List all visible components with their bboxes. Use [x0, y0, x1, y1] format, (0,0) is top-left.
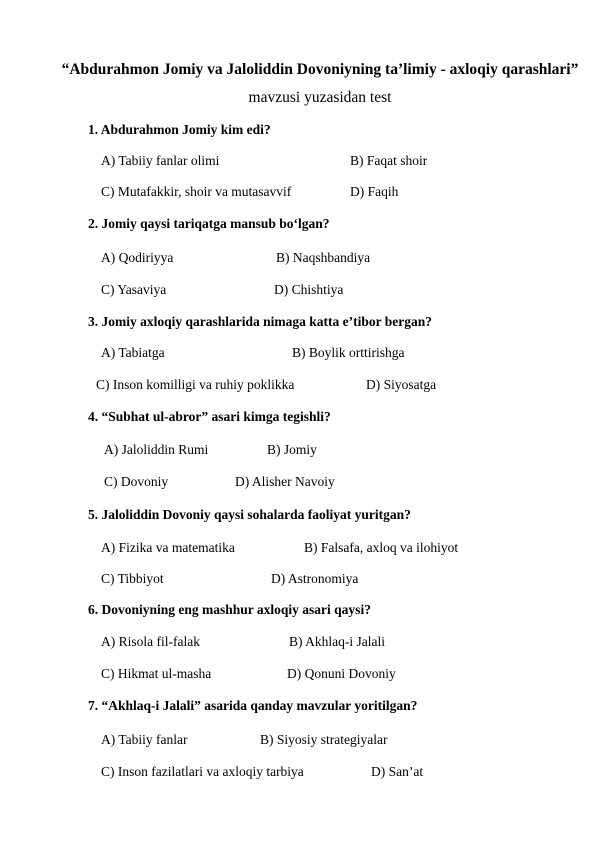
q5-option-a[interactable]: A) Fizika va matematika — [101, 540, 235, 555]
q1-option-a[interactable]: A) Tabiiy fanlar olimi — [101, 153, 220, 168]
q5-option-d[interactable]: D) Astronomiya — [271, 571, 359, 586]
q7-option-c[interactable]: C) Inson fazilatlari va axloqiy tarbiya — [101, 764, 304, 779]
question-3: 3. Jomiy axloqiy qarashlarida nimaga katta e’tibor bergan? — [88, 314, 433, 329]
q3-option-d[interactable]: D) Siyosatga — [366, 377, 437, 392]
document-title — [60, 56, 580, 112]
q1-option-b[interactable]: B) Faqat shoir — [350, 153, 428, 168]
q2-option-d[interactable]: D) Chishtiya — [274, 282, 344, 297]
q7-option-b[interactable]: B) Siyosiy strategiyalar — [260, 732, 388, 747]
q2-option-c[interactable]: C) Yasaviya — [101, 282, 167, 297]
q4-option-b[interactable]: B) Jomiy — [267, 442, 317, 457]
q2-option-b[interactable]: B) Naqshbandiya — [276, 250, 371, 265]
q4-option-a[interactable]: A) Jaloliddin Rumi — [104, 442, 209, 457]
q7-option-d[interactable]: D) San’at — [371, 764, 424, 779]
q1-option-d[interactable]: D) Faqih — [350, 184, 399, 199]
question-5: 5. Jaloliddin Dovoniy qaysi sohalarda faoliyat yuritgan? — [88, 507, 411, 522]
q7-option-a[interactable]: A) Tabiiy fanlar — [101, 732, 188, 747]
q4-option-c[interactable]: C) Dovoniy — [104, 474, 169, 489]
q6-option-c[interactable]: C) Hikmat ul-masha — [101, 666, 212, 681]
q5-option-c[interactable]: C) Tibbiyot — [101, 571, 164, 586]
question-4: 4. “Subhat ul-abror” asari kimga tegishli? — [88, 409, 331, 424]
q6-option-a[interactable]: A) Risola fil-falak — [101, 634, 200, 649]
question-6: 6. Dovoniyning eng mashhur axloqiy asari qaysi? — [88, 602, 371, 617]
q6-option-d[interactable]: D) Qonuni Dovoniy — [287, 666, 396, 681]
title-rest: mavzusi yuzasidan test — [248, 89, 392, 106]
q6-option-b[interactable]: B) Akhlaq-i Jalali — [289, 634, 385, 649]
title-bold-part: “Abdurahmon Jomiy va Jaloliddin Dovoniyning ta’limiy - axloqiy qarashlari” — [61, 61, 579, 78]
q3-option-c[interactable]: C) Inson komilligi va ruhiy poklikka — [96, 377, 295, 392]
q5-option-b[interactable]: B) Falsafa, axloq va ilohiyot — [304, 540, 459, 555]
q3-option-b[interactable]: B) Boylik orttirishga — [292, 345, 405, 360]
question-7: 7. “Akhlaq-i Jalali” asarida qanday mavzular yoritilgan? — [88, 698, 418, 713]
q1-option-c[interactable]: C) Mutafakkir, shoir va mutasavvif — [101, 184, 292, 199]
question-1: 1. Abdurahmon Jomiy kim edi? — [88, 122, 271, 137]
q2-option-a[interactable]: A) Qodiriyya — [101, 250, 174, 265]
q3-option-a[interactable]: A) Tabiatga — [101, 345, 165, 360]
q4-option-d[interactable]: D) Alisher Navoiy — [235, 474, 335, 489]
question-2: 2. Jomiy qaysi tariqatga mansub bo‘lgan? — [88, 216, 330, 231]
